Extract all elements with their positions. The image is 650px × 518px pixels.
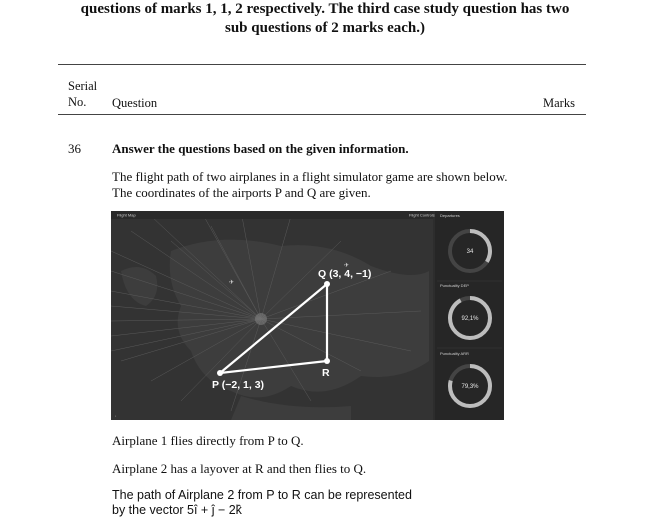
intro-line-2: The coordinates of the airports P and Q are given. (112, 185, 371, 200)
gauge-value-punctuality-arr: 79,3% (461, 384, 479, 390)
flight-map-figure (111, 211, 504, 420)
path-statement-line-1: The path of Airplane 2 from P to R can be represented (112, 488, 412, 502)
question-title: Answer the questions based on the given information. (112, 141, 409, 156)
serial-no-header: Serial No. (68, 79, 98, 109)
airplane-1-statement: Airplane 1 flies directly from P to Q. (112, 433, 304, 448)
table-top-rule (58, 64, 586, 65)
airplane-2-statement: Airplane 2 has a layover at R and then flies to Q. (112, 461, 367, 476)
panel-title-punctuality-arr: Punctuality ARR (440, 351, 469, 356)
point-R-marker (324, 358, 330, 364)
point-P-marker (217, 370, 223, 376)
airplane-icon: ✈ (344, 263, 350, 269)
label-R: R (322, 367, 330, 379)
label-Q: Q (3, 4, −1) (318, 268, 372, 280)
gauge-value-departures: 34 (466, 249, 474, 255)
map-footer-mark: ▪ (115, 414, 117, 418)
map-title: Flight Map (117, 212, 136, 218)
point-Q-marker (324, 281, 330, 287)
instructions-line-2: sub questions of 2 marks each.) (224, 20, 426, 36)
marks-header: Marks (543, 96, 575, 110)
instructions-header (40, 0, 610, 38)
hub-glow (255, 313, 267, 325)
path-statement-line-2: by the vector 5î + ĵ − 2k̂ (112, 503, 242, 517)
intro-line-1: The flight path of two airplanes in a flight simulator game are shown below. (112, 169, 508, 184)
map-tag: Flight Controls (409, 212, 435, 218)
panel-title-departures: Departures (440, 213, 460, 218)
table-header-rule (58, 114, 586, 115)
map-header-bar (111, 211, 433, 219)
label-P: P (−2, 1, 3) (212, 379, 265, 391)
question-header: Question (112, 96, 158, 110)
panel-title-punctuality-dep: Punctuality DEP (440, 283, 469, 288)
question-number: 36 (68, 141, 81, 156)
instructions-line-1: questions of marks 1, 1, 2 respectively. The third case study question has two (80, 1, 570, 17)
airplane-icon: ✈ (229, 280, 235, 286)
flight-map-svg (111, 211, 504, 420)
gauge-value-punctuality-dep: 92,1% (461, 316, 479, 322)
